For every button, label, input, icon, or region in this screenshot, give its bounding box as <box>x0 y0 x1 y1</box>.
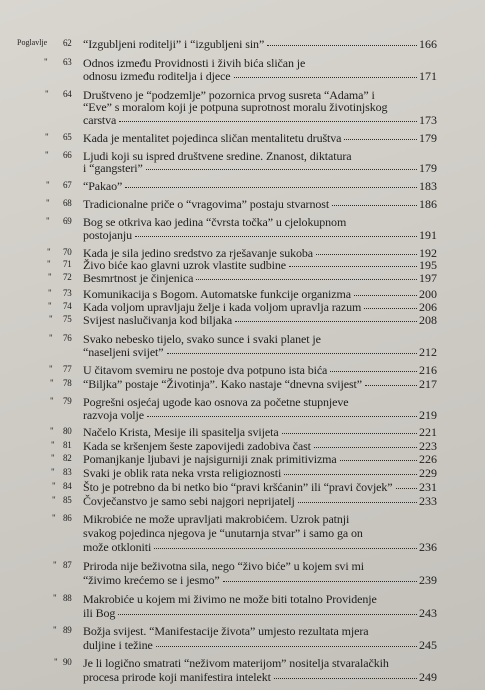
toc-entry-line <box>0 541 485 553</box>
page-number: 217 <box>419 377 437 391</box>
ditto-mark: " <box>53 560 57 570</box>
toc-entry-line <box>0 57 485 69</box>
chapter-title-line: “Izgubljeni roditelji” i “izgubljeni sin” <box>83 37 265 51</box>
chapter-number: 81 <box>63 440 72 450</box>
chapter-number: 72 <box>63 272 72 282</box>
toc-entry-line <box>0 593 485 605</box>
toc-entry-line <box>0 409 485 421</box>
chapter-number: 86 <box>63 513 72 523</box>
chapter-title-line: Kada voljom upravljaju želje i kada voljom upravlja razum <box>83 300 362 314</box>
page-number: 223 <box>419 439 437 453</box>
chapter-title-line: postojanju <box>83 228 132 242</box>
chapter-title-line: carstva <box>83 113 117 127</box>
toc-entry-line <box>0 229 485 241</box>
chapter-title-line: Pomanjkanje ljubavi je najsigurniji znak primitivizma <box>83 452 337 466</box>
dot-leader <box>167 353 417 354</box>
chapter-title-line: Živo biće kao glavni uzrok vlastite sudbine <box>83 258 286 272</box>
page-number: 183 <box>419 179 437 193</box>
page-number: 219 <box>419 408 437 422</box>
toc-entry-line <box>0 657 485 669</box>
dot-leader <box>196 279 417 280</box>
page-number: 171 <box>419 69 437 83</box>
ditto-mark: " <box>53 625 57 635</box>
toc-entry-line <box>0 574 485 586</box>
ditto-mark: " <box>52 513 56 523</box>
page-number: 197 <box>419 271 437 285</box>
chapter-number: 65 <box>63 132 72 142</box>
toc-entry-line <box>0 314 485 326</box>
chapter-number: 74 <box>63 301 72 311</box>
ditto-mark: " <box>50 378 54 388</box>
chapter-title-line: Besmrtnost je činjenica <box>83 271 194 285</box>
ditto-mark: " <box>49 333 53 343</box>
chapter-title-line: Što je potrebno da bi netko bio “pravi kršćanin” ili “pravi čovjek” <box>83 480 393 494</box>
chapter-title-line: Ljudi koji su ispred društvene sredine. Znanost, diktatura <box>83 149 352 163</box>
page-number: 231 <box>419 480 437 494</box>
dot-leader <box>154 548 417 549</box>
ditto-mark: " <box>52 481 56 491</box>
chapter-title-line: Kada se kršenjem šeste zapovijedi zadobiva čast <box>83 439 311 453</box>
page-number: 173 <box>419 113 437 127</box>
page-number: 208 <box>419 313 437 327</box>
chapter-number: 69 <box>63 216 72 226</box>
toc-entry-line <box>0 150 485 162</box>
dot-leader <box>274 678 417 679</box>
toc-entry-line <box>0 364 485 376</box>
chapter-number: 75 <box>63 314 72 324</box>
ditto-mark: " <box>49 314 53 324</box>
chapter-number: 67 <box>63 180 72 190</box>
chapter-number: 63 <box>63 57 72 67</box>
toc-entry-line <box>0 162 485 174</box>
page-number: 192 <box>419 246 437 260</box>
dot-leader <box>365 385 417 386</box>
chapter-title-line: “Biljka” postaje “Životinja”. Kako nastaje “dnevna svijest” <box>83 377 363 391</box>
chapter-title-line: Društveno je “podzemlje” pozornica prvog susreta “Adama” i <box>83 88 375 102</box>
ditto-mark: " <box>50 396 54 406</box>
ditto-mark: " <box>46 180 50 190</box>
chapter-title-line: “Eve” s moralom koji je potpuna suprotnost moralu životinjskog <box>83 100 388 114</box>
ditto-mark: " <box>48 288 52 298</box>
dot-leader <box>298 502 417 503</box>
chapter-number: 87 <box>63 560 72 570</box>
page-number: 212 <box>419 345 437 359</box>
toc-entry-line <box>0 481 485 493</box>
ditto-mark: " <box>44 57 48 67</box>
chapter-number: 78 <box>63 378 72 388</box>
toc-entry-line <box>0 180 485 192</box>
toc-entry-line <box>0 467 485 479</box>
chapter-number: 64 <box>63 89 72 99</box>
toc-entry-line <box>0 259 485 271</box>
page-number: 249 <box>419 670 437 684</box>
chapter-title-line: razvoja volje <box>83 408 145 422</box>
toc-entry-line <box>0 440 485 452</box>
ditto-mark: " <box>48 301 52 311</box>
page-number: 245 <box>419 638 437 652</box>
chapter-title-line: Svako nebesko tijelo, svako sunce i svaki planet je <box>83 332 321 346</box>
chapter-title-line: “Pakao” <box>83 179 123 193</box>
chapter-number: 62 <box>63 38 72 48</box>
chapter-title-line: odnosu između roditelja i djece <box>83 69 231 83</box>
page-number: 236 <box>419 540 437 554</box>
chapter-title-line: duljine i težine <box>83 638 153 652</box>
toc-entry-line <box>0 607 485 619</box>
chapter-label: Poglavlje <box>17 38 48 47</box>
ditto-mark: " <box>51 440 55 450</box>
dot-leader <box>125 187 417 188</box>
chapter-number: 83 <box>63 467 72 477</box>
page-number: 186 <box>419 197 437 211</box>
dot-leader <box>235 321 417 322</box>
ditto-mark: " <box>47 247 51 257</box>
toc-entry-line <box>0 346 485 358</box>
page-number: 233 <box>419 494 437 508</box>
page-number: 191 <box>419 228 437 242</box>
ditto-mark: " <box>46 198 50 208</box>
dot-leader <box>364 308 417 309</box>
chapter-title-line: Svijest naslučivanja kod biljaka <box>83 313 233 327</box>
dot-leader <box>118 614 417 615</box>
dot-leader <box>332 205 417 206</box>
chapter-title-line: Božja svijest. “Manifestacije života” umjesto rezultata mjera <box>83 624 369 638</box>
chapter-title-line: Je li logično smatrati “neživom materijom” nositelja stvaralačkih <box>83 656 389 670</box>
chapter-number: 66 <box>63 150 72 160</box>
dot-leader <box>330 371 417 372</box>
chapter-title-line: Komunikacija s Bogom. Automatske funkcije organizma <box>83 287 351 301</box>
ditto-mark: " <box>45 150 49 160</box>
chapter-title-line: ili Bog <box>83 606 116 620</box>
ditto-mark: " <box>51 467 55 477</box>
toc-entry-line <box>0 625 485 637</box>
chapter-title-line: može otkloniti <box>83 540 152 554</box>
toc-entry-line <box>0 639 485 651</box>
chapter-title-line: U čitavom svemiru ne postoje dva potpuno ista bića <box>83 363 328 377</box>
toc-entry-line <box>0 513 485 525</box>
toc-entry-line <box>0 378 485 390</box>
chapter-title-line: Pogrešni osjećaj ugode kao osnova za početne stupnjeve <box>83 395 349 409</box>
ditto-mark: " <box>45 89 49 99</box>
dot-leader <box>119 121 417 122</box>
ditto-mark: " <box>54 657 58 667</box>
chapter-number: 73 <box>63 288 72 298</box>
ditto-mark: " <box>50 426 54 436</box>
page-number: 166 <box>419 37 437 51</box>
toc-entry-line <box>0 216 485 228</box>
toc-entry-line <box>0 101 485 113</box>
page-number: 195 <box>419 258 437 272</box>
page-number: 239 <box>419 573 437 587</box>
ditto-mark: " <box>51 453 55 463</box>
dot-leader <box>289 266 417 267</box>
toc-entry-line <box>0 301 485 313</box>
dot-leader <box>234 77 417 78</box>
page-number: 226 <box>419 452 437 466</box>
toc-entry-line <box>0 453 485 465</box>
page-number: 179 <box>419 131 437 145</box>
chapter-number: 80 <box>63 426 72 436</box>
dot-leader <box>340 460 417 461</box>
ditto-mark: " <box>45 132 49 142</box>
page-number: 216 <box>419 363 437 377</box>
page-number: 221 <box>419 425 437 439</box>
chapter-title-line: Svaki je oblik rata neka vrsta religioznosti <box>83 466 282 480</box>
chapter-title-line: Odnos između Providnosti i živih bića sličan je <box>83 56 306 70</box>
chapter-title-line: Mikrobiće ne može upravljati makrobićem. Uzrok patnji <box>83 512 350 526</box>
ditto-mark: " <box>49 364 53 374</box>
chapter-number: 79 <box>63 396 72 406</box>
chapter-number: 90 <box>63 657 72 667</box>
page-number: 179 <box>419 161 437 175</box>
chapter-title-line: “naseljeni svijet” <box>83 345 164 359</box>
chapter-title-line: procesa prirode koji manifestira intelekt <box>83 670 271 684</box>
chapter-number: 84 <box>63 481 72 491</box>
ditto-mark: " <box>46 216 50 226</box>
chapter-title-line: “živimo krećemo se i jesmo” <box>83 573 220 587</box>
ditto-mark: " <box>52 495 56 505</box>
page-number: 200 <box>419 287 437 301</box>
chapter-title-line: Načelo Krista, Mesije ili spasitelja svijeta <box>83 425 279 439</box>
page-number: 206 <box>419 300 437 314</box>
dot-leader <box>135 236 417 237</box>
toc-entry-line <box>0 333 485 345</box>
dot-leader <box>354 295 417 296</box>
chapter-title-line: svakog pojedinca njegova je “unutarnja stvar” i samo ga on <box>83 526 363 540</box>
dot-leader <box>267 45 417 46</box>
toc-entry-line <box>0 272 485 284</box>
dot-leader <box>146 169 417 170</box>
dot-leader <box>314 447 417 448</box>
toc-entry-line <box>0 426 485 438</box>
dot-leader <box>344 139 417 140</box>
toc-entry-line <box>0 527 485 539</box>
toc-entry-line <box>0 288 485 300</box>
toc-entry-line <box>0 671 485 683</box>
chapter-title-line: Kada je mentalitet pojedinca sličan mentalitetu društva <box>83 131 342 145</box>
dot-leader <box>284 474 417 475</box>
chapter-number: 68 <box>63 198 72 208</box>
ditto-mark: " <box>48 272 52 282</box>
dot-leader <box>156 646 417 647</box>
toc-entry-line <box>0 132 485 144</box>
toc-entry-line <box>0 70 485 82</box>
toc-entry-line <box>0 38 485 50</box>
toc-entry-line <box>0 495 485 507</box>
chapter-title-line: Makrobiće u kojem mi živimo ne može biti totalno Providenje <box>83 592 377 606</box>
chapter-title-line: Tradicionalne priče o “vragovima” postaju stvarnost <box>83 197 330 211</box>
page-number: 243 <box>419 606 437 620</box>
toc-entry-line <box>0 198 485 210</box>
toc-entry-line <box>0 396 485 408</box>
dot-leader <box>223 581 417 582</box>
ditto-mark: " <box>53 593 57 603</box>
chapter-title-line: Bog se otkriva kao jedina “čvrsta točka” u cjelokupnom <box>83 215 347 229</box>
dot-leader <box>282 433 417 434</box>
chapter-number: 70 <box>63 247 72 257</box>
chapter-number: 71 <box>63 259 72 269</box>
chapter-number: 85 <box>63 495 72 505</box>
chapter-number: 77 <box>63 364 72 374</box>
chapter-number: 76 <box>63 333 72 343</box>
chapter-title-line: Kada je sila jedino sredstvo za rješavanje sukoba <box>83 246 314 260</box>
chapter-title-line: Priroda nije beživotna sila, nego “živo biće” u kojem svi mi <box>83 559 364 573</box>
dot-leader <box>396 488 417 489</box>
dot-leader <box>147 416 417 417</box>
chapter-number: 89 <box>63 625 72 635</box>
toc-entry-line <box>0 560 485 572</box>
toc-entry-line <box>0 114 485 126</box>
chapter-title-line: Čovječanstvo je samo sebi najgori neprijatelj <box>83 494 295 508</box>
dot-leader <box>316 254 417 255</box>
page-number: 229 <box>419 466 437 480</box>
chapter-title-line: i “gangsteri” <box>83 161 143 175</box>
chapter-number: 82 <box>63 453 72 463</box>
chapter-number: 88 <box>63 593 72 603</box>
ditto-mark: " <box>47 259 51 269</box>
